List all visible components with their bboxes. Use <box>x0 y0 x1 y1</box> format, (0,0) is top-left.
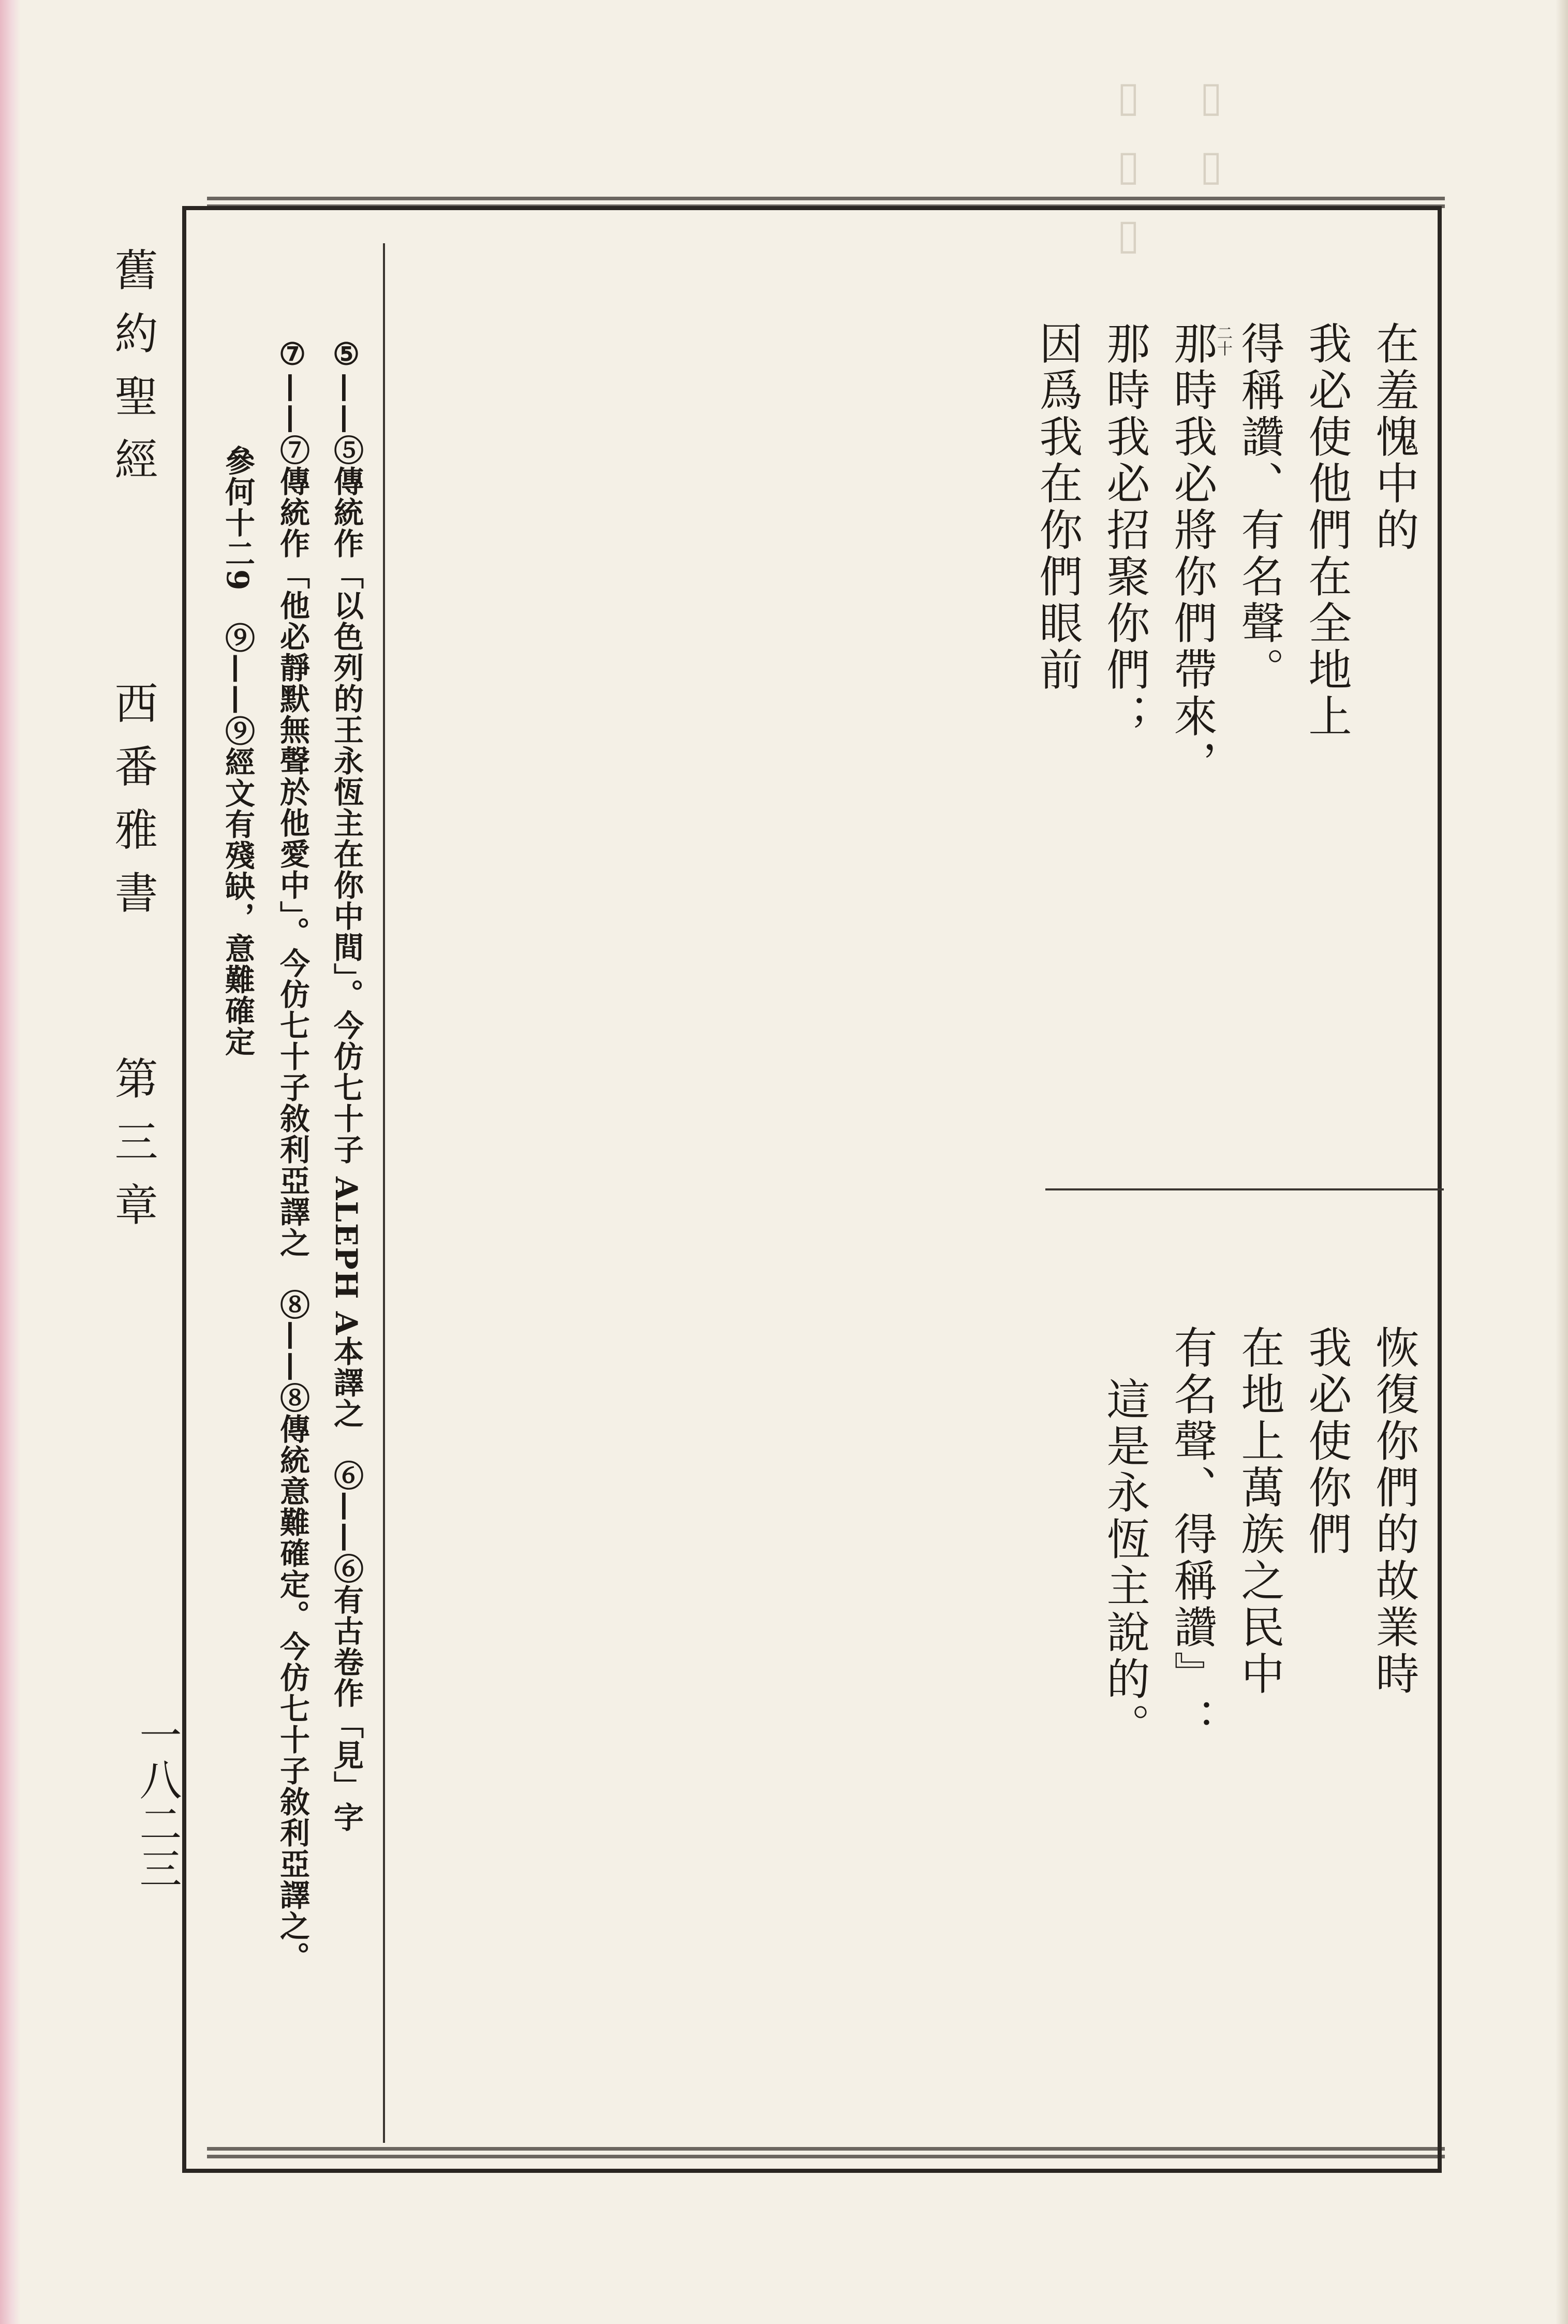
page-edge-tint <box>0 0 21 2324</box>
page-edge-shadow <box>1556 0 1568 2324</box>
verse-line: 那時我必招聚你們； <box>1100 321 1150 740</box>
verse-line: 恢復你們的故業時 <box>1369 1325 1419 1698</box>
footnote-9: 參何十二9 ⑨——⑨經文有殘缺，意難確定 <box>220 445 255 1057</box>
verse-line: 在地上萬族之民中 <box>1234 1325 1285 1698</box>
bleed-through-mark: ▯▯ <box>1187 72 1235 210</box>
bleed-through-mark: ▯▯▯ <box>1104 72 1152 279</box>
verse-line: 我必使他們在全地上 <box>1301 321 1352 740</box>
verse-line: 那時我必將你們帶來， <box>1167 321 1218 787</box>
verse-number: 二十 <box>1214 325 1232 356</box>
book-name: 西番雅書 <box>108 681 158 933</box>
footnote-7-8: ⑦——⑦傳統作「他必靜默無聲於他愛中」。今仿七十子敘利亞譯之 ⑧——⑧傳統意難確定。今仿七十子敘利亞譯之。 <box>275 336 310 1973</box>
verse-line: 有名聲、得稱讚』： <box>1167 1325 1218 1744</box>
verse-line: 得稱讚、有名聲。 <box>1234 321 1285 694</box>
footnote-5-6: ⑤——⑤傳統作「以色列的王永恆主在你中間」。今仿七十子 ALEPH A本譯之 ⑥——⑥有古卷作「見」字 <box>329 336 364 1833</box>
book-title: 舊約聖經 <box>108 247 158 500</box>
verse-line: 在羞愧中的 <box>1369 321 1419 554</box>
section-divider <box>1045 1188 1444 1190</box>
footnote-divider <box>383 243 385 2143</box>
verse-line: 因爲我在你們眼前 <box>1032 321 1083 694</box>
chapter-label: 第三章 <box>108 1056 158 1245</box>
verse-line: 這是永恆主說的。 <box>1100 1377 1150 1749</box>
page-number: 一八二三 <box>132 1713 182 1891</box>
verse-line: 我必使你們 <box>1301 1325 1352 1558</box>
